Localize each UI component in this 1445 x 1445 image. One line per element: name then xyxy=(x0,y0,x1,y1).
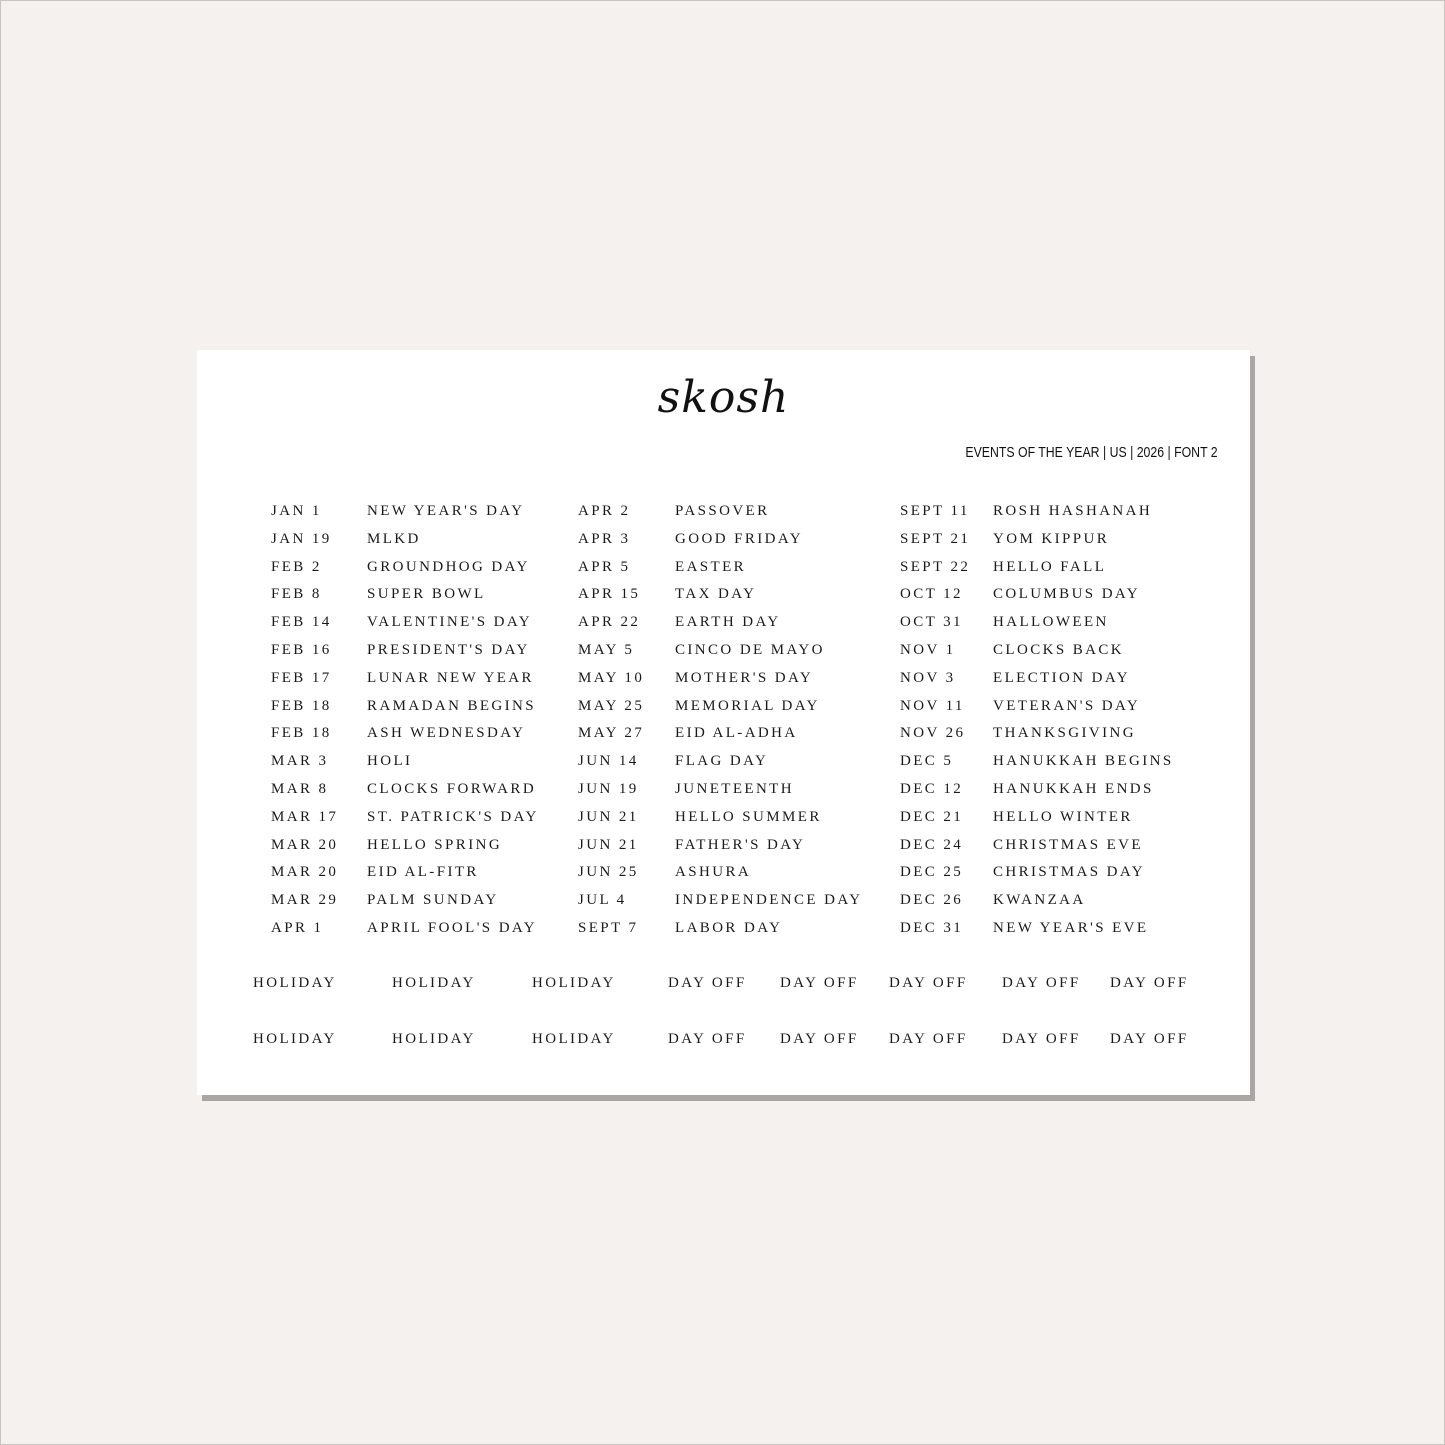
event-date: MAY 5 xyxy=(578,641,635,658)
day-off-tag: DAY OFF xyxy=(780,1031,859,1047)
event-date: FEB 18 xyxy=(271,697,332,714)
day-off-tag: DAY OFF xyxy=(668,975,747,991)
event-name: HOLI xyxy=(367,753,413,770)
event-name: HELLO SPRING xyxy=(367,836,503,853)
event-name: HANUKKAH BEGINS xyxy=(993,753,1174,770)
event-name: KWANZAA xyxy=(993,892,1086,909)
event-name: CHRISTMAS EVE xyxy=(993,836,1143,853)
event-date: APR 15 xyxy=(578,586,641,603)
event-name: VETERAN'S DAY xyxy=(993,697,1141,714)
event-name: HELLO WINTER xyxy=(993,808,1133,825)
event-date: FEB 17 xyxy=(271,669,332,686)
holiday-tag: HOLIDAY xyxy=(253,975,337,991)
event-name: PRESIDENT'S DAY xyxy=(367,641,530,658)
holiday-tag: HOLIDAY xyxy=(392,1031,476,1047)
event-name: YOM KIPPUR xyxy=(993,530,1110,547)
event-date: MAY 10 xyxy=(578,669,645,686)
event-date: MAR 8 xyxy=(271,780,329,797)
event-name: FLAG DAY xyxy=(675,753,769,770)
event-name: GROUNDHOG DAY xyxy=(367,558,530,575)
event-name: RAMADAN BEGINS xyxy=(367,697,537,714)
event-name: EASTER xyxy=(675,558,747,575)
event-date: JUN 21 xyxy=(578,808,639,825)
event-name: ST. PATRICK'S DAY xyxy=(367,808,539,825)
event-date: JAN 1 xyxy=(271,503,322,519)
event-date: MAY 25 xyxy=(578,697,645,714)
event-date: MAR 20 xyxy=(271,836,339,853)
day-off-tag: DAY OFF xyxy=(780,975,859,991)
event-date: NOV 3 xyxy=(900,669,956,686)
event-date: DEC 31 xyxy=(900,919,964,936)
event-date: FEB 18 xyxy=(271,725,332,742)
event-name: HELLO SUMMER xyxy=(675,808,822,825)
event-date: JUN 14 xyxy=(578,753,639,770)
event-name: APRIL FOOL'S DAY xyxy=(367,919,538,936)
event-name: EARTH DAY xyxy=(675,614,781,631)
event-name: CLOCKS FORWARD xyxy=(367,780,537,797)
event-date: MAR 3 xyxy=(271,753,329,770)
event-date: MAR 29 xyxy=(271,892,339,909)
event-date: SEPT 21 xyxy=(900,530,971,547)
event-date: NOV 26 xyxy=(900,725,966,742)
event-name: NEW YEAR'S EVE xyxy=(993,919,1149,936)
event-date: JUN 25 xyxy=(578,864,639,881)
event-name: ASHURA xyxy=(675,864,752,881)
event-date: JAN 19 xyxy=(271,530,332,547)
event-name: PALM SUNDAY xyxy=(367,892,499,909)
event-date: APR 5 xyxy=(578,558,631,575)
event-date: DEC 26 xyxy=(900,892,964,909)
event-name: HELLO FALL xyxy=(993,558,1107,575)
event-name: VALENTINE'S DAY xyxy=(367,614,532,631)
event-name: FATHER'S DAY xyxy=(675,836,806,853)
event-date: APR 3 xyxy=(578,530,631,547)
event-name: PASSOVER xyxy=(675,503,770,519)
event-date: MAR 17 xyxy=(271,808,339,825)
event-name: EID AL-FITR xyxy=(367,864,479,881)
event-name: LABOR DAY xyxy=(675,919,783,936)
event-date: MAY 27 xyxy=(578,725,645,742)
event-date: NOV 11 xyxy=(900,697,965,714)
event-date: SEPT 22 xyxy=(900,558,971,575)
event-date: APR 2 xyxy=(578,503,631,519)
event-name: THANKSGIVING xyxy=(993,725,1136,742)
event-name: COLUMBUS DAY xyxy=(993,586,1141,603)
day-off-tag: DAY OFF xyxy=(1002,975,1081,991)
event-date: FEB 16 xyxy=(271,641,332,658)
event-date: FEB 8 xyxy=(271,586,322,603)
event-date: OCT 31 xyxy=(900,614,963,631)
holiday-tag: HOLIDAY xyxy=(532,1031,616,1047)
tag-row-1 xyxy=(197,975,1250,999)
event-date: JUN 21 xyxy=(578,836,639,853)
day-off-tag: DAY OFF xyxy=(1002,1031,1081,1047)
event-name: CHRISTMAS DAY xyxy=(993,864,1145,881)
day-off-tag: DAY OFF xyxy=(1110,975,1189,991)
event-date: DEC 12 xyxy=(900,780,964,797)
event-name: NEW YEAR'S DAY xyxy=(367,503,525,519)
event-name: INDEPENDENCE DAY xyxy=(675,892,863,909)
holiday-tag: HOLIDAY xyxy=(253,1031,337,1047)
day-off-tag: DAY OFF xyxy=(1110,1031,1189,1047)
sheet-subtitle: EVENTS OF THE YEAR | US | 2026 | FONT 2 xyxy=(965,444,1218,461)
event-date: FEB 2 xyxy=(271,558,322,575)
event-date: DEC 21 xyxy=(900,808,964,825)
event-date: MAR 20 xyxy=(271,864,339,881)
event-name: ROSH HASHANAH xyxy=(993,503,1153,519)
event-name: MEMORIAL DAY xyxy=(675,697,820,714)
event-name: TAX DAY xyxy=(675,586,757,603)
event-name: MLKD xyxy=(367,530,421,547)
event-date: APR 22 xyxy=(578,614,641,631)
event-name: JUNETEENTH xyxy=(675,780,794,797)
day-off-tag: DAY OFF xyxy=(889,975,968,991)
event-name: SUPER BOWL xyxy=(367,586,486,603)
event-date: APR 1 xyxy=(271,919,324,936)
event-name: ASH WEDNESDAY xyxy=(367,725,526,742)
event-date: JUN 19 xyxy=(578,780,639,797)
event-date: NOV 1 xyxy=(900,641,956,658)
event-name: CINCO DE MAYO xyxy=(675,641,825,658)
event-name: MOTHER'S DAY xyxy=(675,669,814,686)
event-date: DEC 24 xyxy=(900,836,964,853)
day-off-tag: DAY OFF xyxy=(889,1031,968,1047)
event-date: OCT 12 xyxy=(900,586,963,603)
event-name: EID AL-ADHA xyxy=(675,725,798,742)
event-date: FEB 14 xyxy=(271,614,332,631)
day-off-tag: DAY OFF xyxy=(668,1031,747,1047)
event-name: GOOD FRIDAY xyxy=(675,530,803,547)
event-date: JUL 4 xyxy=(578,892,627,909)
event-name: CLOCKS BACK xyxy=(993,641,1125,658)
event-name: LUNAR NEW YEAR xyxy=(367,669,534,686)
event-date: SEPT 11 xyxy=(900,503,970,519)
event-date: DEC 25 xyxy=(900,864,964,881)
event-date: DEC 5 xyxy=(900,753,954,770)
brand-logo: skosh xyxy=(657,372,790,423)
holiday-tag: HOLIDAY xyxy=(392,975,476,991)
event-name: HANUKKAH ENDS xyxy=(993,780,1154,797)
tag-row-2 xyxy=(197,1031,1250,1055)
event-name: ELECTION DAY xyxy=(993,669,1130,686)
holiday-tag: HOLIDAY xyxy=(532,975,616,991)
event-date: SEPT 7 xyxy=(578,919,639,936)
sticker-sheet xyxy=(197,350,1250,1095)
event-name: HALLOWEEN xyxy=(993,614,1109,631)
